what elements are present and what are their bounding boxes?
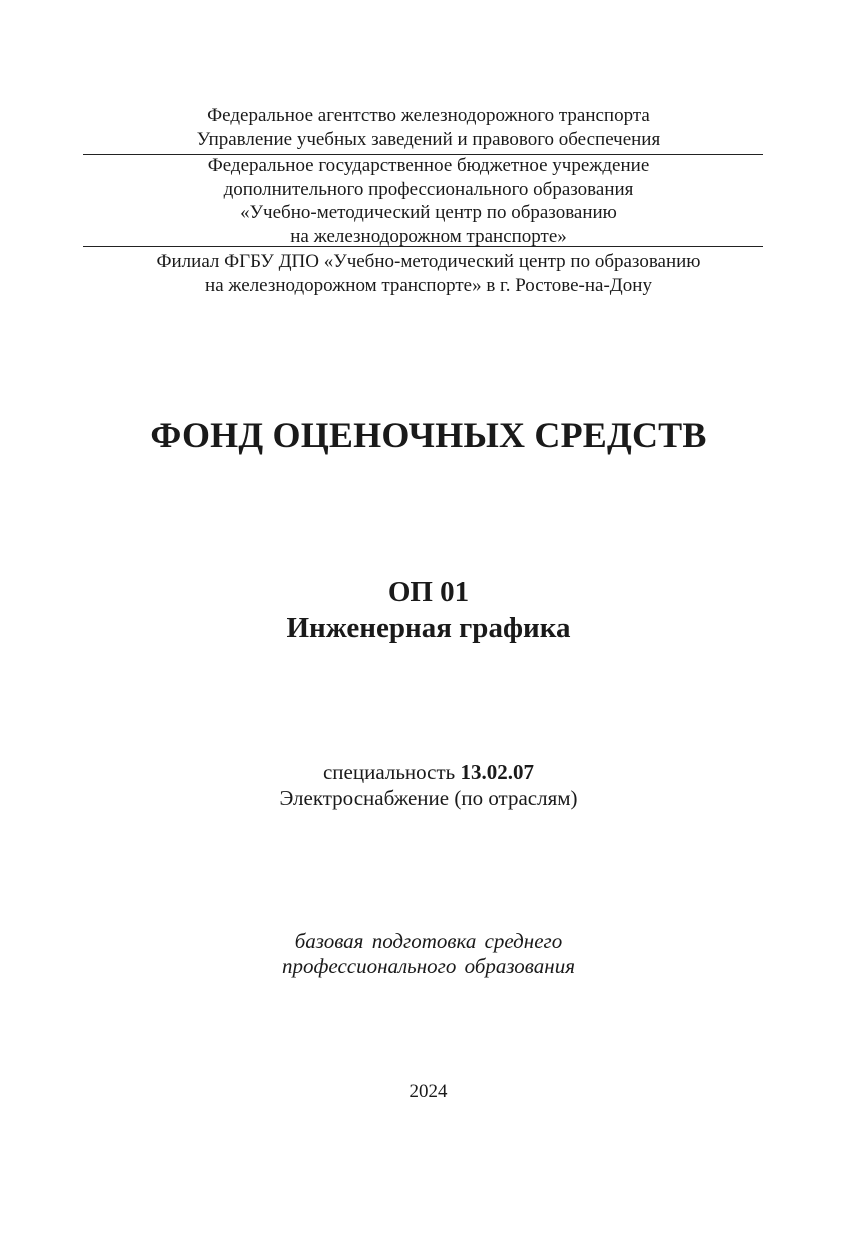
subject-block (0, 574, 857, 646)
divider-bottom (83, 246, 763, 247)
branch-block (0, 250, 857, 297)
institution-line: Федеральное государственное бюджетное учреждение (207, 155, 650, 176)
institution-block (0, 154, 857, 248)
header-block (0, 104, 857, 151)
specialty-label: специальность (322, 760, 461, 784)
subject-name: Инженерная графика (286, 612, 571, 644)
specialty-block (0, 760, 857, 811)
institution-line: на железнодорожном транспорте» (290, 225, 567, 247)
branch-line: на железнодорожном транспорте» в г. Ростове-на-Дону (205, 274, 652, 296)
institution-line: дополнительного профессионального образования (223, 178, 634, 200)
specialty-code: 13.02.07 (460, 760, 534, 784)
specialty-name: Электроснабжение (по отраслям) (279, 785, 578, 810)
agency-name: Федеральное агентство железнодорожного транспорта (207, 105, 650, 126)
institution-line: «Учебно-методический центр по образованию (240, 202, 617, 223)
specialty-line (0, 760, 857, 786)
branch-line: Филиал ФГБУ ДПО «Учебно-методический центр по образованию (156, 251, 701, 272)
education-level-line: профессионального образования (282, 954, 575, 978)
department-name: Управление учебных заведений и правового обеспечения (196, 128, 661, 150)
publication-year: 2024 (409, 1081, 448, 1102)
education-level-block (0, 929, 857, 979)
subject-code: ОП 01 (387, 576, 470, 608)
education-level-line: базовая подготовка среднего (294, 929, 563, 953)
document-title: ФОНД ОЦЕНОЧНЫХ СРЕДСТВ (150, 415, 707, 455)
